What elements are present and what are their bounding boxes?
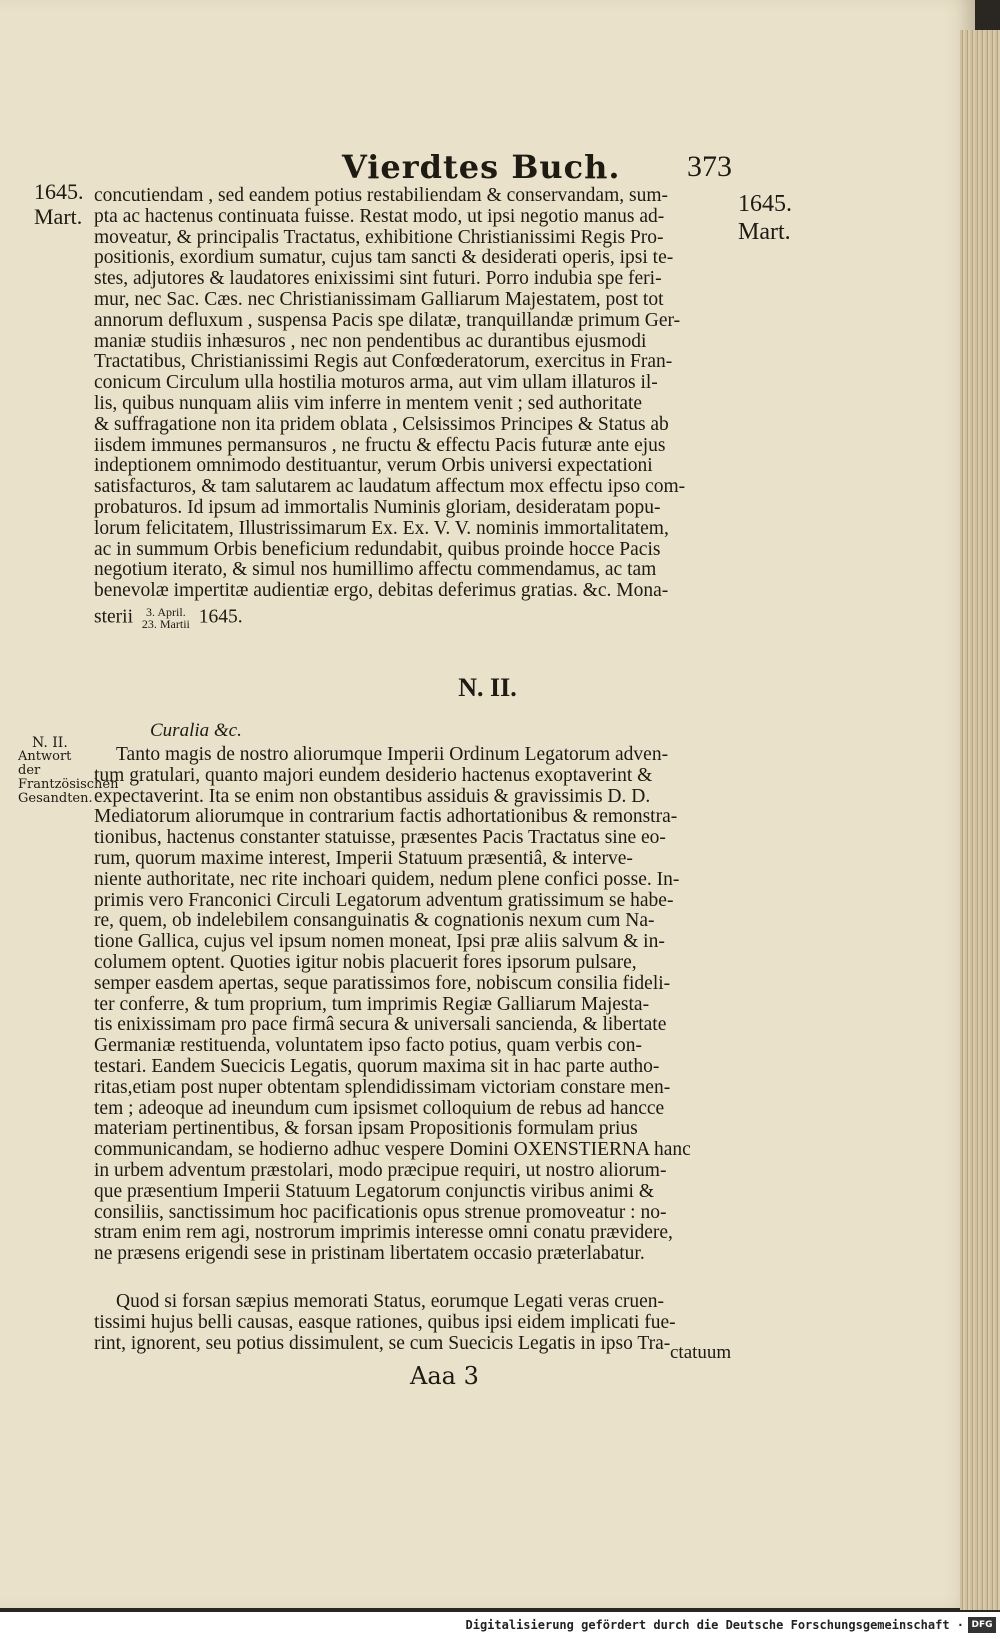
catchword: ctatuum bbox=[670, 1342, 732, 1363]
text-line: tionibus, hactenus constanter statuisse, præsentes Pacis Tractatus sine eo- bbox=[94, 828, 666, 849]
section-title: N. II. bbox=[458, 673, 517, 702]
text-line: moveatur, & principalis Tractatus, exhibitione Christianissimi Regis Pro- bbox=[94, 227, 664, 248]
text-line: tissimi hujus belli causas, easque rationes, quibus ipsi eidem implicati fue- bbox=[94, 1312, 676, 1333]
text-line: primis vero Franconici Circuli Legatorum adventum gratissimum se habe- bbox=[94, 890, 674, 911]
text-line: columem optent. Quoties igitur nobis placuerit fores ipsorum pulsare, bbox=[94, 952, 637, 973]
page-edge bbox=[960, 30, 1000, 1610]
text-line: positionis, exordium sumatur, cujus tam sancti & desiderati operis, ipsi te- bbox=[94, 248, 674, 269]
text-line: tum gratulari, quanto majori eundem desiderio hactenus exoptaverint & bbox=[94, 765, 653, 786]
text-line: Tractatibus, Christianissimi Regis aut Confœderatorum, exercitus in Fran- bbox=[94, 352, 673, 373]
signature-mark: Aaa 3 bbox=[410, 1362, 479, 1390]
date-denominator: 23. Martii bbox=[141, 617, 190, 631]
text-line: maniæ studiis inhæsuros , nec non pendentibus ac durantibus ejusmodi bbox=[94, 331, 647, 352]
text-line: ritas,etiam post nuper obtentam splendidissimam victoriam constare men- bbox=[94, 1077, 671, 1098]
footer-banner bbox=[0, 1612, 1000, 1639]
text-line: semper easdem apertas, seque paratissimos fore, nobiscum consilia fideli- bbox=[94, 973, 671, 994]
text-line: mur, nec Sac. Cæs. nec Christianissimam Galliarum Majestatem, post tot bbox=[94, 289, 664, 310]
text-line: indeptionem omnimodo destituantur, verum Orbis universi expectationi bbox=[94, 456, 653, 477]
dfg-logo: DFG bbox=[968, 1617, 996, 1633]
text-line: ter conferre, & tum proprium, tum imprimis Regiæ Galliarum Majesta- bbox=[94, 994, 650, 1015]
date-fraction bbox=[142, 606, 190, 630]
text-line: testari. Eandem Suecicis Legatis, quorum maxima sit in hac parte autho- bbox=[94, 1056, 660, 1077]
paragraph-2 bbox=[94, 745, 726, 1265]
text-line: & suffragatione non ita pridem oblata , Celsissimos Principes & Status ab bbox=[94, 414, 669, 435]
text-line: stes, adjutores & laudatores enixissimi sint futuri. Porro indubia spe feri- bbox=[94, 269, 662, 290]
text-line: pta ac hactenus continuata fuisse. Restat modo, ut ipsi negotio manus ad- bbox=[94, 206, 665, 227]
side-note-text: Antwort der Frantzösischen Gesandten. bbox=[18, 749, 119, 806]
margin-month-right: Mart. bbox=[738, 219, 791, 245]
text-line: Quod si forsan sæpius memorati Status, eorumque Legati veras cruen- bbox=[116, 1292, 665, 1312]
salutation: Curalia &c. bbox=[150, 720, 242, 741]
margin-month-left: Mart. bbox=[34, 204, 83, 229]
text-line: benevolæ impertitæ audientiæ ergo, debitas deferimus gratias. &c. Mona- bbox=[94, 581, 669, 602]
text-line: lorum felicitatem, Illustrissimarum Ex. Ex. V. V. nominis immortalitatem, bbox=[94, 518, 669, 539]
text-line: ne præsens erigendi sese in pristinam libertatem occasio præterlabatur. bbox=[94, 1244, 645, 1265]
margin-year-right: 1645. bbox=[738, 191, 792, 217]
date-line bbox=[94, 606, 726, 630]
text-line: que præsentium Imperii Statuum Legatorum conjunctis viribus animi & bbox=[94, 1181, 654, 1202]
text-line: in urbem adventum præstolari, modo præcipue requiri, ut nostro aliorum- bbox=[94, 1160, 667, 1181]
text-line: rint, ignorent, seu potius dissimulent, se cum Suecicis Legatis in ipso Tra- bbox=[94, 1333, 671, 1354]
text-line: ac in summum Orbis beneficium redundabit, quibus proinde hocce Pacis bbox=[94, 539, 661, 560]
text-line: conicum Circulum ulla hostilia moturos arma, aut vim ullam illaturos il- bbox=[94, 373, 658, 394]
text-line: concutiendam , sed eandem potius restabiliendam & conservandam, sum- bbox=[94, 186, 669, 206]
paragraph-3 bbox=[94, 1292, 726, 1354]
text-line: Tanto magis de nostro aliorumque Imperii Ordinum Legatorum adven- bbox=[116, 745, 669, 765]
date-year: 1645. bbox=[198, 606, 243, 628]
page-number: 373 bbox=[687, 150, 732, 183]
text-line: lis, quibus nunquam aliis vim inferre in mentem venit ; sed authoritate bbox=[94, 393, 643, 414]
running-title: Vierdtes Buch. bbox=[342, 148, 621, 186]
text-line: materiam pertinentibus, & forsan ipsam Propositionis formulam prius bbox=[94, 1119, 638, 1140]
date-prefix: sterii bbox=[94, 606, 133, 628]
side-note-number: N. II. bbox=[32, 735, 68, 751]
text-line: satisfacturos, & tam salutarem ac laudatum affectum mox effectu ipso com- bbox=[94, 477, 686, 498]
text-line: rum, quorum maxime interest, Imperii Statuum præsentiâ, & interve- bbox=[94, 848, 633, 869]
margin-year-left: 1645. bbox=[34, 179, 84, 204]
text-line: iisdem immunes permansuros , ne fructu & effectu Pacis futuræ ante ejus bbox=[94, 435, 666, 456]
text-line: expectaverint. Ita se enim non obstantibus assiduis & gravissimis D. D. bbox=[94, 786, 651, 807]
page-header bbox=[92, 148, 732, 188]
text-line: negotium iterato, & simul nos humillimo affectu commendamus, ac tam bbox=[94, 560, 657, 581]
footer-text: Digitalisierung gefördert durch die Deutsche Forschungsgemeinschaft · bbox=[465, 1618, 964, 1632]
text-line: tis enixissimam pro pace firmâ secura & universali sancienda, & libertate bbox=[94, 1015, 667, 1036]
paragraph-1 bbox=[94, 186, 726, 602]
text-line: probaturos. Id ipsum ad immortalis Numinis gloriam, desideratam popu- bbox=[94, 497, 661, 518]
date-numerator: 3. April. bbox=[146, 605, 186, 619]
text-line: tem ; adeoque ad ineundum cum ipsismet colloquium de rebus ad hancce bbox=[94, 1098, 665, 1119]
text-line: communicandam, se hodierno adhuc vespere Domini OXENSTIERNA hanc bbox=[94, 1140, 691, 1161]
text-line: niente authoritate, nec rite inchoari quidem, nedum plene confici posse. In- bbox=[94, 869, 680, 890]
text-line: stram enim rem agi, nostrorum imprimis interesse omni conatu prævidere, bbox=[94, 1223, 673, 1244]
text-line: Mediatorum aliorumque in contrarium factis adhortationibus & remonstra- bbox=[94, 807, 678, 828]
text-line: annorum defluxum , suspensa Pacis spe dilatæ, tranquillandæ primum Ger- bbox=[94, 310, 681, 331]
side-note bbox=[18, 735, 119, 806]
text-line: Germaniæ restituenda, voluntatem ipso facto potius, quam verbis con- bbox=[94, 1036, 643, 1057]
text-line: tione Gallica, cujus vel ipsum nomen moneat, Ipsi præ aliis salvum & in- bbox=[94, 932, 665, 953]
text-line: re, quem, ob indelebilem consanguinatis & cognationis nexum cum Na- bbox=[94, 911, 655, 932]
text-line: consiliis, sanctissimum hoc pacificationis opus strenue promoveatur : no- bbox=[94, 1202, 667, 1223]
